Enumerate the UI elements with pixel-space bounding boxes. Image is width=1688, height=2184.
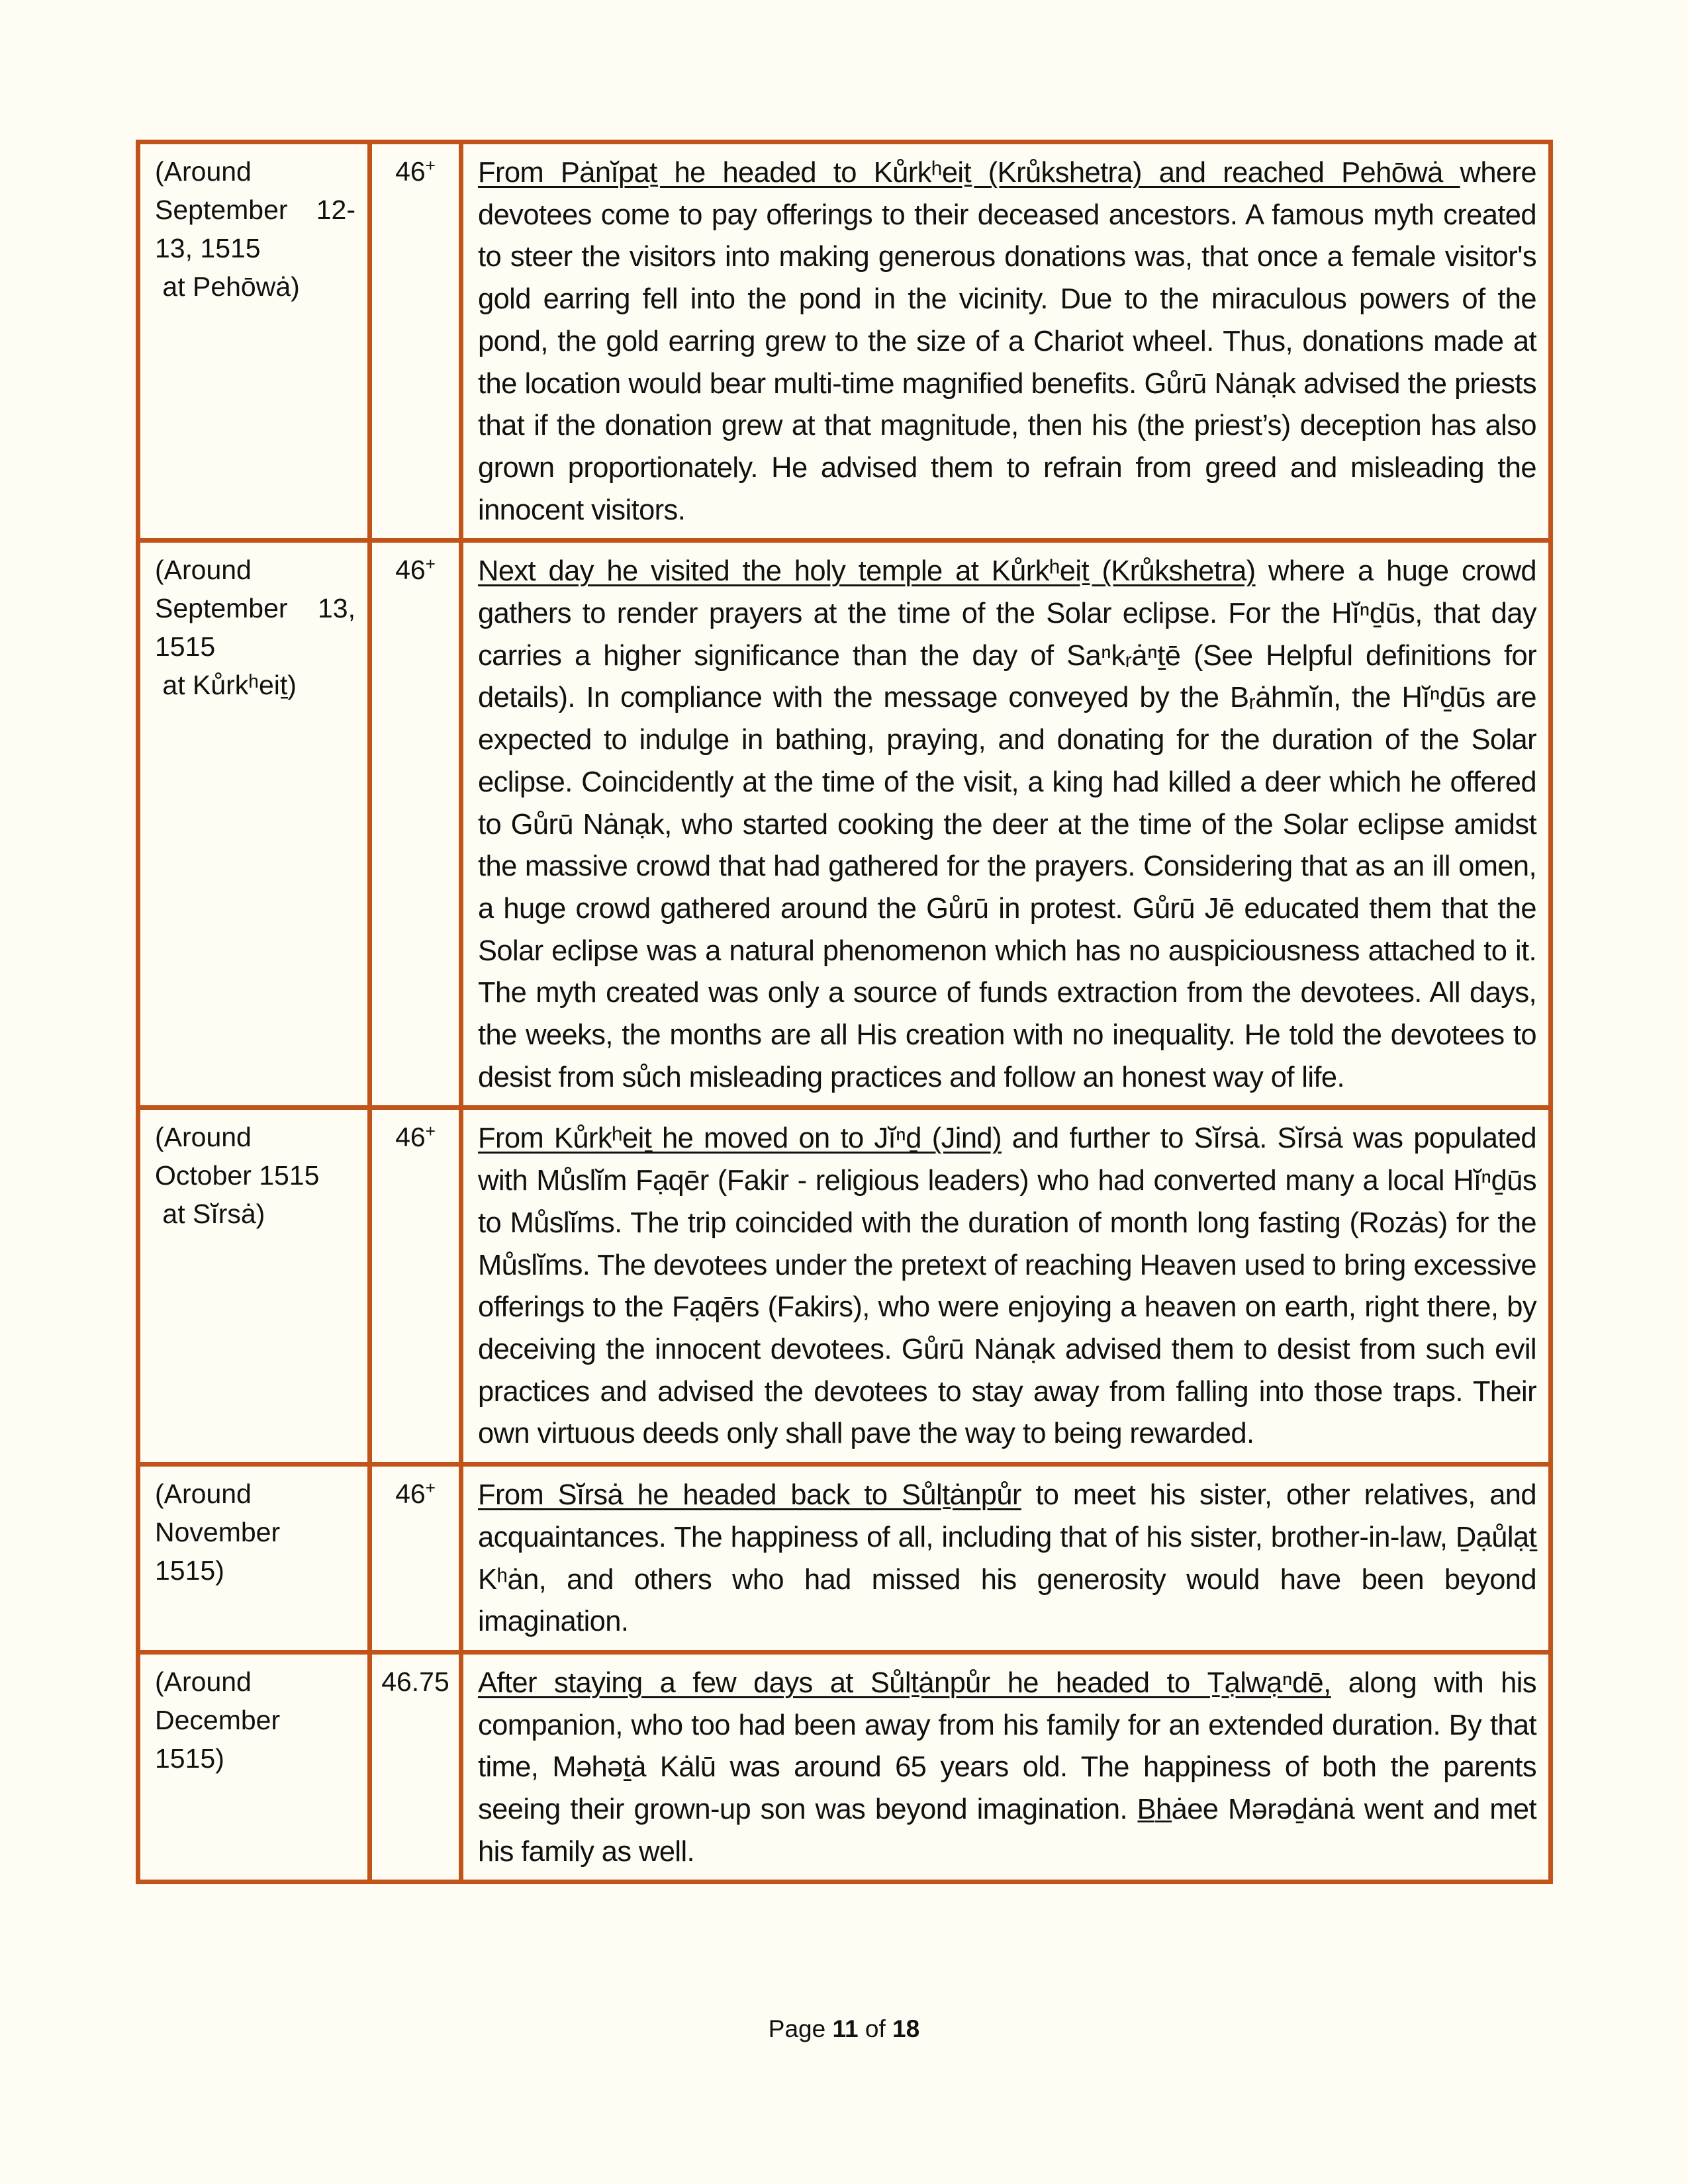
date-cell [138, 142, 370, 541]
age-value: 46 [395, 1122, 426, 1153]
date-line: (Around [155, 1666, 252, 1697]
age-plus-mark: + [425, 156, 436, 175]
age-cell [370, 541, 461, 1108]
description-cell [461, 142, 1551, 541]
route-heading: From Kůrkʰeiṯ he moved on to Jĭⁿḏ (Jind) [478, 1122, 1002, 1155]
current-page-number: 11 [832, 2015, 859, 2042]
age-cell [370, 142, 461, 541]
date-line: 13, 1515 [155, 233, 261, 263]
route-heading: Next day he visited the holy temple at Kůrkʰeiṯ (Krůkshetra) [478, 555, 1256, 588]
date-line: September 12- [155, 195, 355, 225]
date-line: December 1515) [155, 1704, 281, 1774]
age-value: 46 [395, 1479, 426, 1510]
date-cell [138, 1652, 370, 1882]
description-text: where devotees come to pay offerings to their deceased ancestors. A famous myth created to steer the visitors into making generous donations was, that once a female visitor's gold earring fell into the pond in the vicinity. Due to the miraculous powers of the pond, the gold earring grew to the size of a Chariot wheel. Thus, donations made at the location would bear multi-time magnified benefits. Gůrū Nȧnạk advised the priests that if the donation grew at that magnitude, then his (the priest’s) deception has also grown proportionately. He advised them to refrain from greed and misleading the innocent visitors. [478, 157, 1536, 526]
age-plus-mark: + [425, 1121, 436, 1142]
date-line: at Pehōwȧ) [155, 271, 300, 302]
age-plus-mark: + [425, 1478, 436, 1498]
description-text: along with his companion, who too had been away from his family for an extended duration. By that time, Məhəṯȧ Kȧlū was around 65 years old. The happiness of both the parents seeing their grown-up son was beyond imagination. B̲h̲ȧee Mərəḏȧnȧ went and met his family as well. [478, 1666, 1536, 1868]
table-row [138, 142, 1551, 541]
date-cell [138, 1465, 370, 1653]
description-text: and further to Sĭrsȧ. Sĭrsȧ was populated with Můslĭm Fạqēr (Fakir - religious leaders) who had converted many a local Hĭⁿḏūs to Můslĭms. The trip coincided with the duration of month long fasting (Rozȧs) for the Můslĭms. The devotees under the pretext of reaching Heaven used to bring excessive offerings to the Fạqērs (Fakirs), who were enjoying a heaven on earth, right there, by deceiving the innocent devotees. Gůrū Nȧnạk advised them to desist from such evil practices and advised the devotees to stay away from falling into those traps. Their own virtuous deeds only shall pave the way to being rewarded. [478, 1122, 1536, 1450]
route-heading: After staying a few days at Sůlṯȧnpůr he headed to Ṯạlwạⁿdē, [478, 1666, 1331, 1699]
age-cell [370, 1108, 461, 1465]
date-line: November 1515) [155, 1517, 281, 1586]
description-cell [461, 1108, 1551, 1465]
route-heading: From Sĭrsȧ he headed back to Sůlṯȧnpůr [478, 1479, 1021, 1512]
date-line: (Around [155, 555, 252, 586]
age-cell [370, 1465, 461, 1653]
description-text: to meet his sister, other relatives, and acquaintances. The happiness of all, including that of his sister, brother-in-law, Ḏạůlạṯ Kʰȧn, and others who had missed his generosity would have been beyond imagination. [478, 1479, 1536, 1638]
table-row [138, 1108, 1551, 1465]
table-row [138, 541, 1551, 1108]
age-value: 46 [395, 156, 426, 187]
date-line: (Around [155, 156, 252, 187]
date-line: at Kůrkʰeiṯ) [155, 670, 297, 701]
date-line: (Around [155, 1122, 252, 1153]
itinerary-table [136, 140, 1553, 1884]
date-line: (Around [155, 1479, 252, 1510]
date-line: 1515 [155, 631, 216, 662]
date-line: October 1515 [155, 1160, 320, 1191]
description-cell [461, 1652, 1551, 1882]
page-of-label: of [858, 2015, 893, 2042]
route-heading: From Pȧnĭpaṯ he headed to Kůrkʰeiṯ (Krůkshetra) and reached Pehōwȧ [478, 157, 1460, 189]
description-cell [461, 1465, 1551, 1653]
date-line: September 13, [155, 593, 355, 624]
date-cell [138, 541, 370, 1108]
description-cell [461, 541, 1551, 1108]
age-plus-mark: + [425, 554, 436, 574]
table-row [138, 1652, 1551, 1882]
age-value: 46.75 [381, 1666, 449, 1697]
date-line: at Sĭrsȧ) [155, 1199, 265, 1230]
total-page-count: 18 [892, 2015, 920, 2042]
page-label: Page [768, 2015, 833, 2042]
age-cell [370, 1652, 461, 1882]
date-cell [138, 1108, 370, 1465]
description-text: where a huge crowd gathers to render prayers at the time of the Solar eclipse. For the Hĭⁿḏūs, that day carries a higher significance than the day of Saⁿkᵣȧⁿṯē (See Helpful definitions for details). In compliance with the message conveyed by the Bᵣȧhmĭn, the Hĭⁿḏūs are expected to indulge in bathing, praying, and donating for the duration of the Solar eclipse. Coincidently at the time of the visit, a king had killed a deer which he offered to Gůrū Nȧnạk, who started cooking the deer at the time of the Solar eclipse amidst the massive crowd that had gathered for the prayers. Considering that as an ill omen, a huge crowd gathered around the Gůrū in protest. Gůrū Jē educated them that the Solar eclipse was a natural phenomenon which has no auspiciousness attached to it. The myth created was only a source of funds extraction from the devotees. All days, the weeks, the months are all His creation with no inequality. He told the devotees to desist from sůch misleading practices and follow an honest way of life. [478, 555, 1536, 1093]
table-row [138, 1465, 1551, 1653]
age-value: 46 [395, 555, 426, 586]
page-number-footer [0, 2015, 1688, 2043]
